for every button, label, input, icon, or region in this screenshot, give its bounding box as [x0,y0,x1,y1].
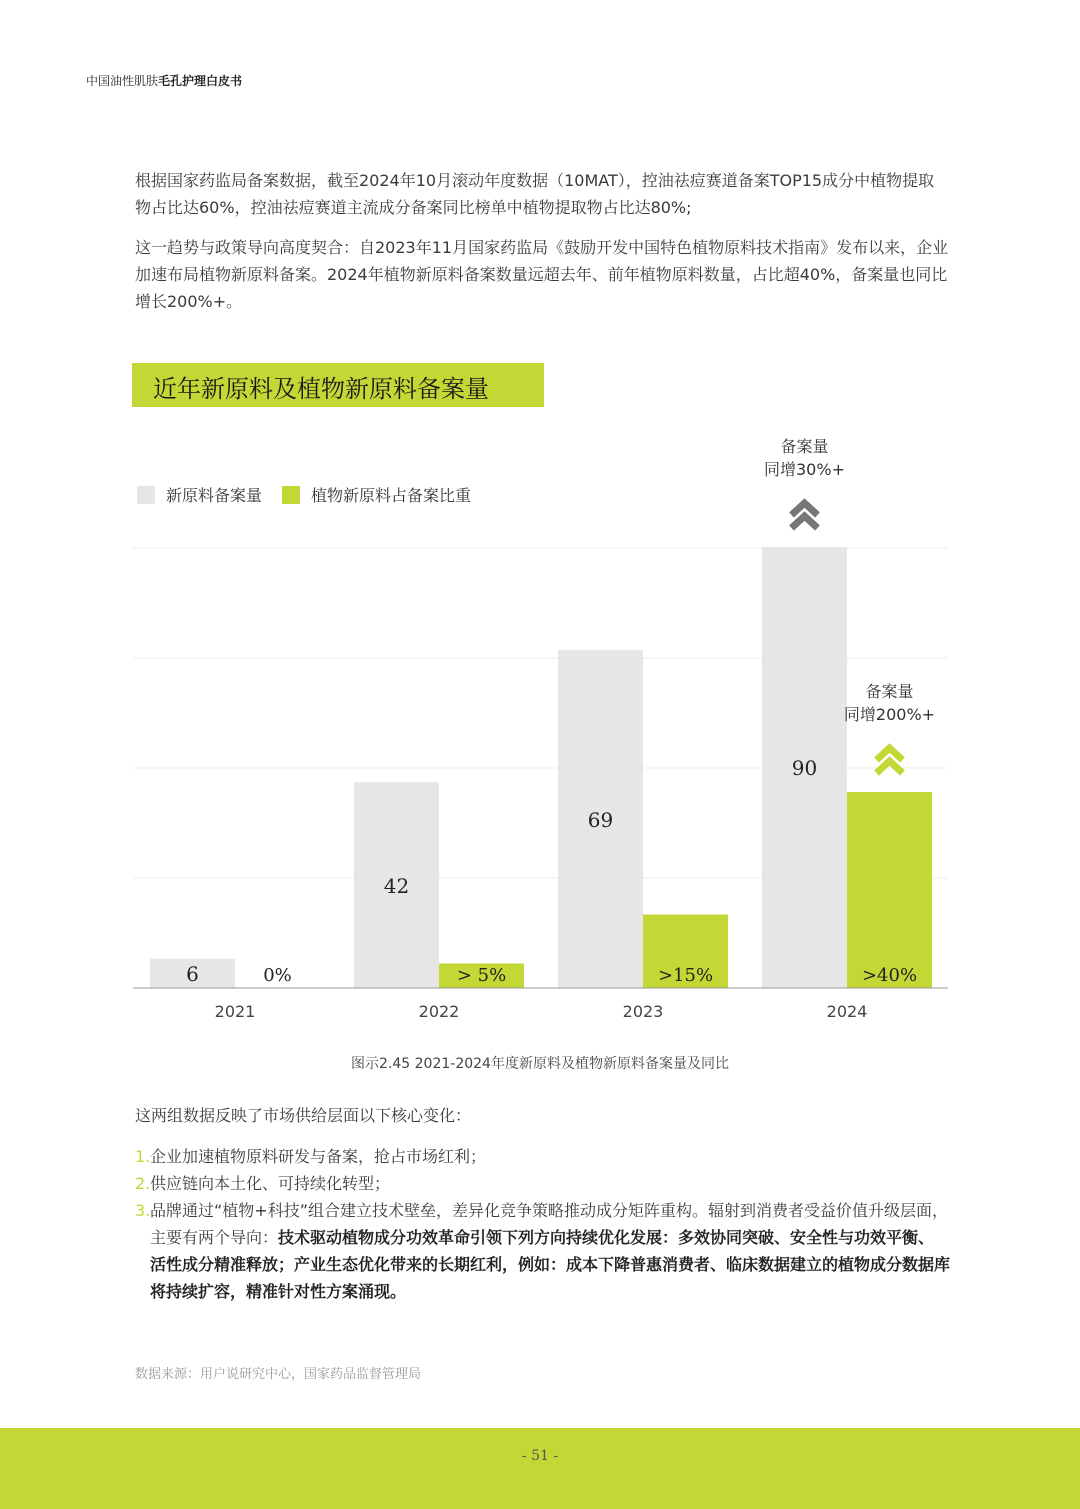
chevron-up-icon [792,503,818,528]
annotation-line1-0: 备案量 [780,437,829,456]
page-number: - 51 - [521,1448,559,1464]
list-number-1: 1. [135,1147,151,1166]
legend-label-plant-share: 植物新原料占备案比重 [311,486,472,505]
annotation-line2-0: 同增30%+ [764,460,845,479]
list-text-2: 供应链向本土化、可持续化转型； [150,1174,391,1193]
data-source: 数据来源：用户说研究中心，国家药品监督管理局 [135,1367,422,1382]
x-tick-label-2024: 2024 [826,1002,868,1021]
data-label-plant-share-2022: > 5% [456,965,507,986]
data-label-new-materials-2022: 42 [383,874,410,898]
x-tick-label-2023: 2023 [622,1002,664,1021]
data-label-new-materials-2021: 6 [186,962,199,986]
chevron-up-icon [877,748,903,773]
legend-label-new-materials: 新原料备案量 [166,486,263,505]
x-tick-label-2021: 2021 [214,1002,256,1021]
x-tick-label-2022: 2022 [418,1002,460,1021]
list-text-3-bold: 技术驱动植物成分功效革命引领下列方向持续优化发展：多效协同突破、安全性与功效平衡、活性成分精准释放；产业生态优化带来的长期红利，例如：成本下降普惠消费者、临床数据建立的植物成分数据库将持续扩容，精准针对性方案涌现。 [150,1228,951,1301]
header-title: 毛孔护理白皮书 [158,74,243,88]
header-prefix: 中国油性肌肤 [86,74,159,88]
annotation-line2-1: 同增200%+ [843,705,936,724]
annotation-line1-1: 备案量 [865,682,914,701]
list-item-1 [135,1143,950,1170]
data-label-new-materials-2023: 69 [587,808,614,832]
chart-title: 近年新原料及植物新原料备案量 [153,375,489,403]
list-text-3: 品牌通过“植物+科技”组合建立技术壁垒，差异化竞争策略推动成分矩阵重构。辐射到消费者受益价值升级层面，主要有两个导向： [150,1201,948,1247]
bar-plant-share-2024 [847,792,932,988]
figure-caption: 图示2.45 2021-2024年度新原料及植物新原料备案量及同比 [351,1056,729,1072]
list-item-2 [135,1170,950,1197]
data-label-plant-share-2023: >15% [657,965,714,986]
intro-paragraph-1: 根据国家药监局备案数据，截至2024年10月滚动年度数据（10MAT），控油祛痘赛道备案TOP15成分中植物提取物占比达60%，控油祛痘赛道主流成分备案同比榜单中植物提取物占比达80%; [135,171,935,217]
list-item-3 [135,1197,950,1305]
intro-paragraph-2: 这一趋势与政策导向高度契合：自2023年11月国家药监局《鼓励开发中国特色植物原料技术指南》发布以来，企业加速布局植物新原料备案。2024年植物新原料备案数量远超去年、前年植物原料数量，占比超40%，备案量也同比增长200%+。 [135,238,949,311]
footer-bar [0,1428,1080,1509]
list-intro: 这两组数据反映了市场供给层面以下核心变化： [135,1106,472,1125]
list-number-2: 2. [135,1174,151,1193]
data-label-new-materials-2024: 90 [791,756,818,780]
data-label-plant-share-2021: 0% [263,965,292,986]
list-number-3: 3. [135,1201,151,1220]
data-label-plant-share-2024: >40% [861,965,918,986]
list-text-1: 企业加速植物原料研发与备案，抢占市场红利； [150,1147,487,1166]
